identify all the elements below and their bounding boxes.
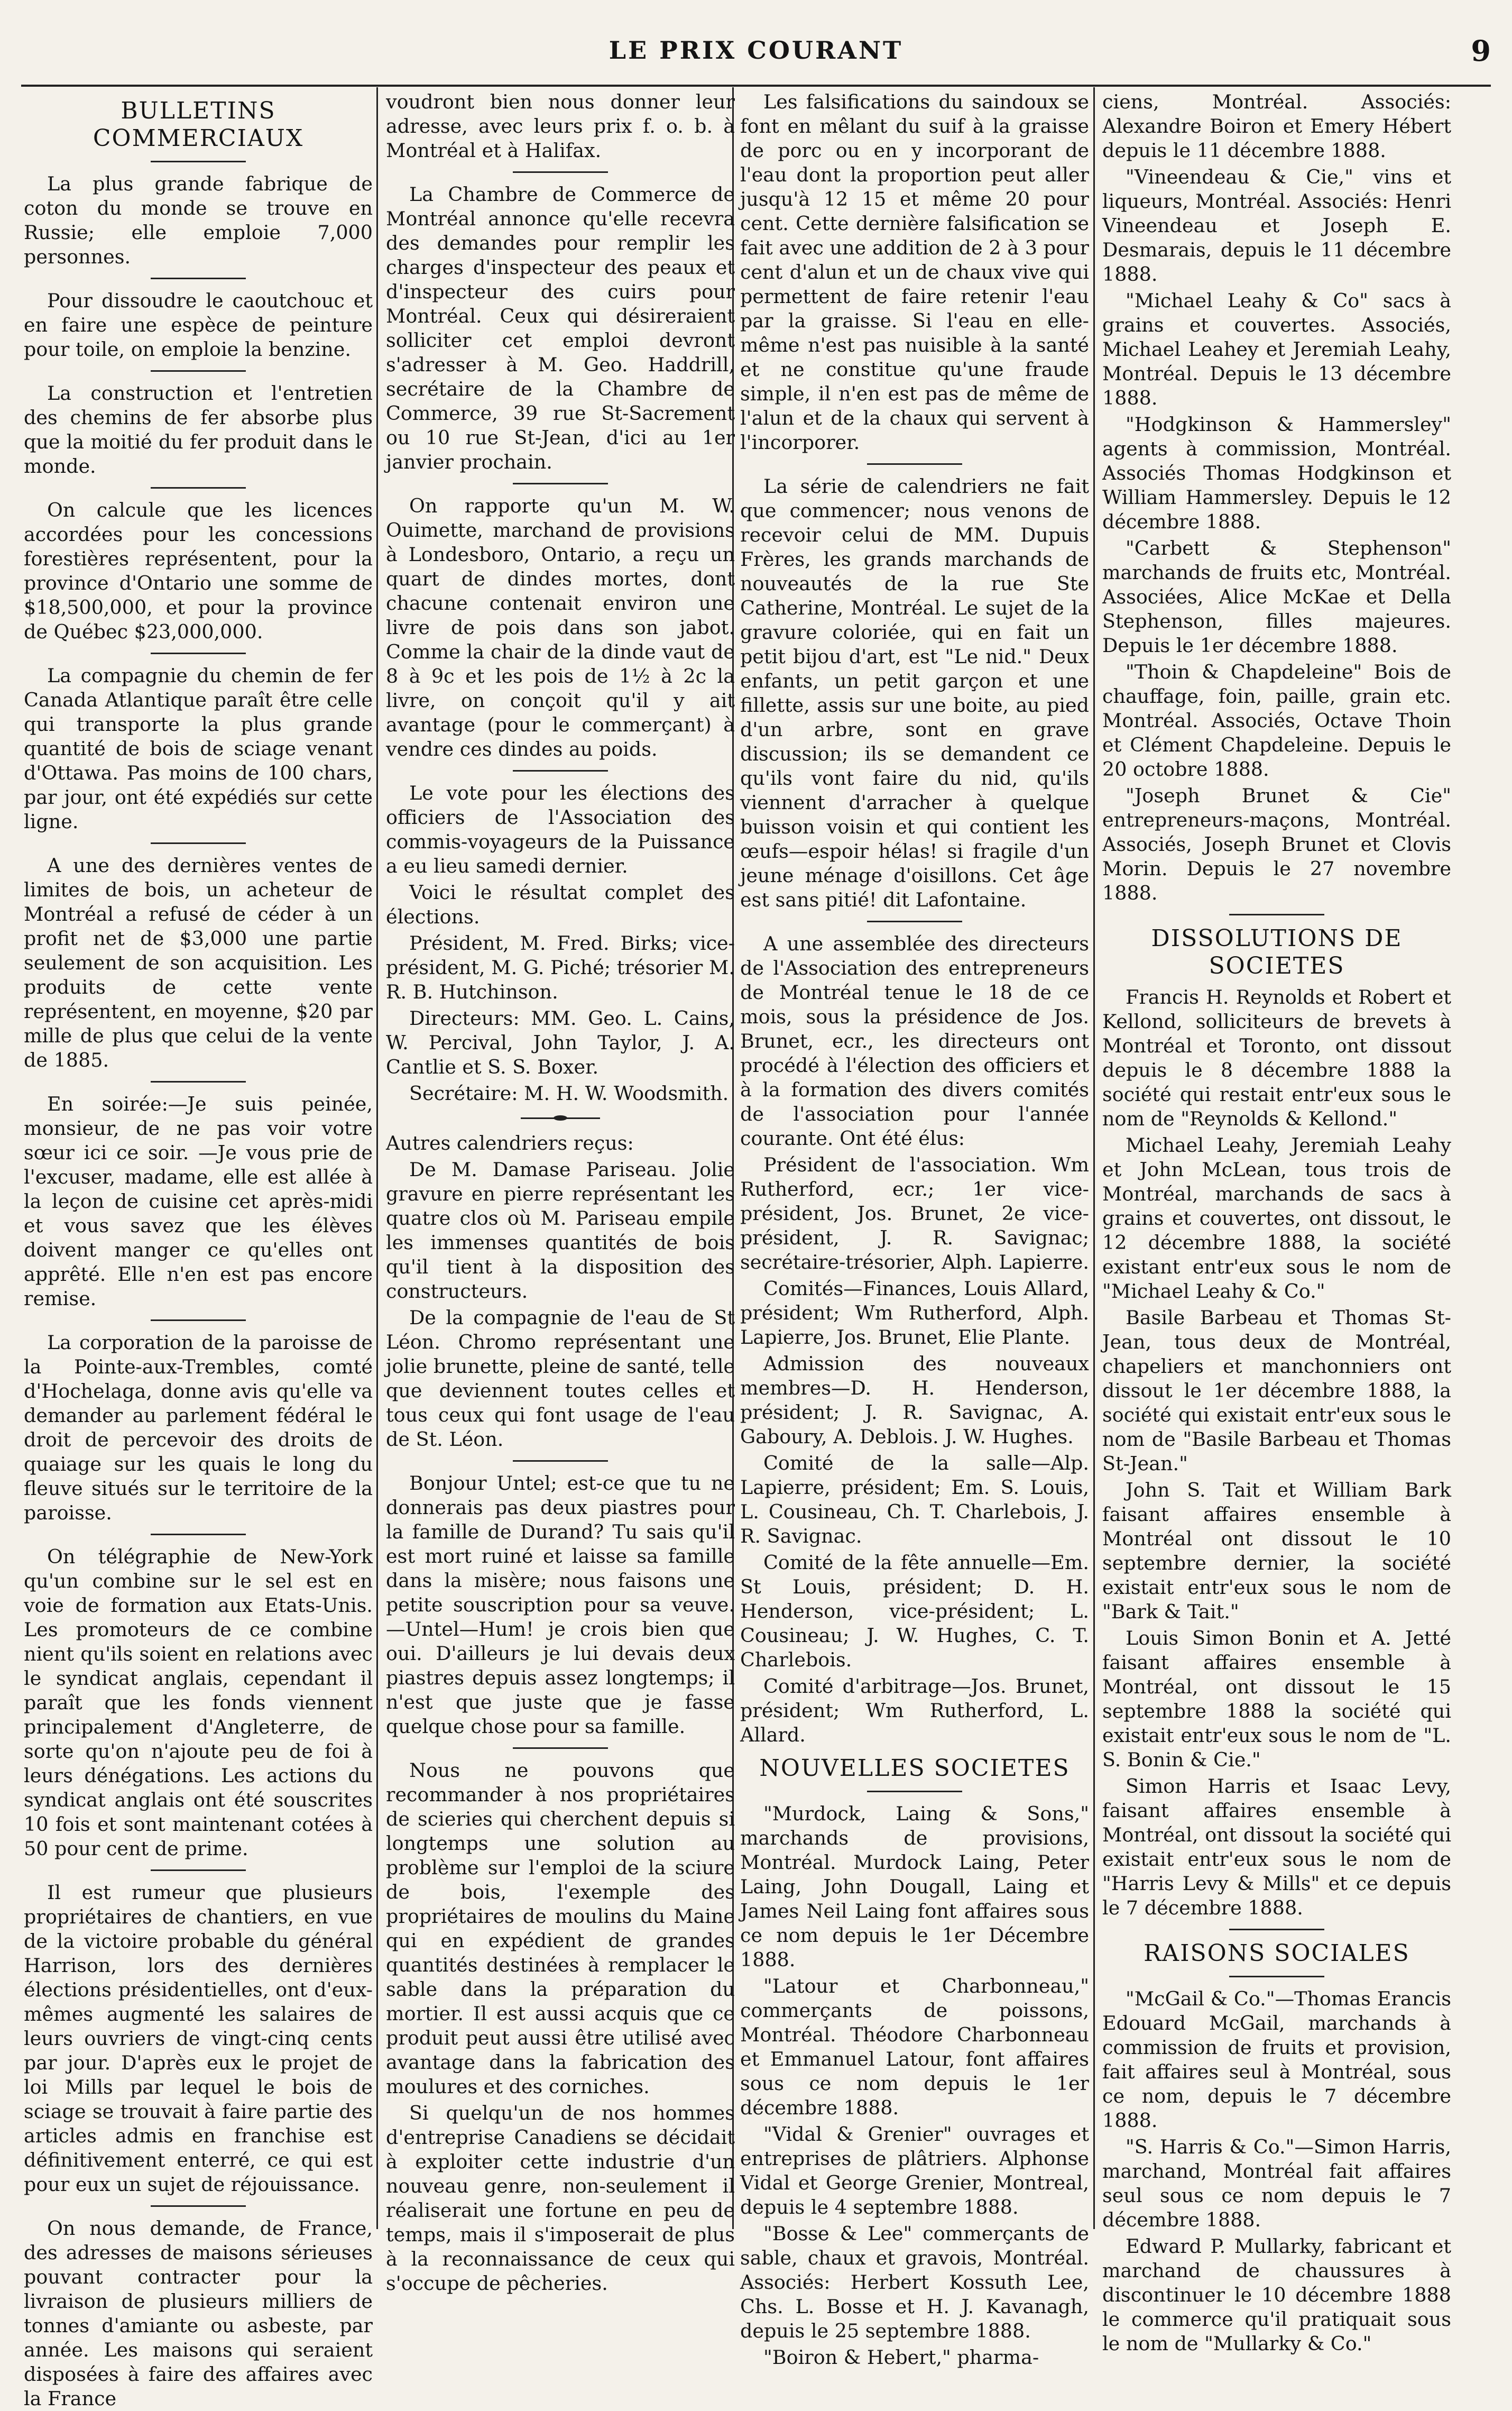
article-paragraph: La plus grande fabrique de coton du monde se trouve en Russie; elle emploie 7,000 personnes. xyxy=(24,172,373,268)
column-rule xyxy=(376,87,378,2229)
article-paragraph: "Carbett & Stephenson" marchands de fruits etc, Montréal. Associées, Alice McKae et Della Stephenson, filles majeures. Depuis le 1er décembre 1888. xyxy=(1102,537,1451,657)
column-1 xyxy=(24,90,373,2410)
article-paragraph: Admission des nouveaux membres—D. H. Henderson, président; J. R. Savignac, A. Gaboury, A. Deblois. J. W. Hughes. xyxy=(740,1352,1089,1448)
article-paragraph: ciens, Montréal. Associés: Alexandre Boiron et Emery Hébert depuis le 11 décembre 1888. xyxy=(1102,90,1451,162)
article-paragraph: "Hodgkinson & Hammersley" agents à commission, Montréal. Associés Thomas Hodgkinson et William Hammersley. Depuis le 12 décembre 1888. xyxy=(1102,413,1451,533)
separator xyxy=(151,161,246,162)
article-paragraph: "Murdock, Laing & Sons," marchands de provisions, Montréal. Murdock Laing, Peter Laing, John Dougall, Laing et James Neil Laing font affaires sous ce nom depuis le 1er Décembre 1888. xyxy=(740,1802,1089,1971)
separator xyxy=(151,1534,246,1535)
separator xyxy=(513,171,608,173)
masthead xyxy=(0,36,1512,68)
article-paragraph: La corporation de la paroisse de la Pointe-aux-Trembles, comté d'Hochelaga, donne avis qu'elle va demander au parlement fédéral le droit de percevoir des droits de quaiage sur les quais le long du fleuve situés sur le territoire de la paroisse. xyxy=(24,1331,373,1524)
column-3 xyxy=(740,90,1089,2369)
article-paragraph: Si quelqu'un de nos hommes d'entreprise Canadiens se décidait à exploiter cette industrie d'un nouveau genre, non-seulement il réaliserait une fortune en peu de temps, mais il s'imposerait de plus à la reconnaissance de ceux qui s'occupe de pêcheries. xyxy=(386,2102,735,2295)
article-paragraph: A une assemblée des directeurs de l'Association des entrepreneurs de Montréal tenue le 18 de ce mois, sous la présidence de Jos. Brunet, ecr., les directeurs ont procédé à l'élection des officiers et à la formation des divers comités de l'association pour l'année courante. Ont été élus: xyxy=(740,932,1089,1150)
article-paragraph: Comité d'arbitrage—Jos. Brunet, président; Wm Rutherford, L. Allard. xyxy=(740,1675,1089,1746)
article-paragraph: Louis Simon Bonin et A. Jetté faisant affaires ensemble à Montréal, ont dissout le 15 septembre 1888 la société qui existait entr'eux sous le nom de "L. S. Bonin & Cie." xyxy=(1102,1627,1451,1771)
article-paragraph: "S. Harris & Co."—Simon Harris, marchand, Montréal fait affaires seul sous ce nom depuis le 7 décembre 1888. xyxy=(1102,2135,1451,2231)
article-paragraph: La série de calendriers ne fait que commencer; nous venons de recevoir celui de MM. Dupuis Frères, les grands marchands de nouveautés de la rue Ste Catherine, Montréal. Le sujet de la gravure coloriée, qui en fait un petit bijou d'art, est "Le nid." Deux enfants, un petit garçon et une fillette, assis sur une boite, au pied d'un arbre, sont en grave discussion; ils se demandent ce qu'ils vont faire du nid, qu'ils viennent d'arracher à quelque buisson voisin et qui contient les œufs—espoir hélas! si fragile d'un jeune ménage d'oisillons. Cet âge est sans pitié! dit Lafontaine. xyxy=(740,475,1089,911)
article-paragraph: "Michael Leahy & Co" sacs à grains et couvertes. Associés, Michael Leahey et Jeremiah Leahy, Montréal. Depuis le 13 décembre 1888. xyxy=(1102,289,1451,409)
article-paragraph: On nous demande, de France, des adresses de maisons sérieuses pouvant contracter pour la livraison de plusieurs milliers de tonnes d'amiante ou asbeste, par année. Les maisons qui seraient disposées à faire des affaires avec la France xyxy=(24,2217,373,2410)
article-paragraph: "Vidal & Grenier" ouvrages et entreprises de plâtriers. Alphonse Vidal et George Grenier, Montreal, depuis le 4 septembre 1888. xyxy=(740,2123,1089,2219)
article-paragraph: Michael Leahy, Jeremiah Leahy et John McLean, tous trois de Montréal, marchands de sacs à grains et couvertes, ont dissout, le 12 décembre 1888, la société existant entr'eux sous le nom de "Michael Leahy & Co." xyxy=(1102,1134,1451,1303)
column-4 xyxy=(1102,90,1451,2355)
article-paragraph: Directeurs: MM. Geo. L. Cains, W. Percival, John Taylor, J. A. Cantlie et S. S. Boxer. xyxy=(386,1007,735,1078)
separator xyxy=(151,842,246,844)
article-paragraph: En soirée:—Je suis peinée, monsieur, de ne pas voir votre sœur ici ce soir. —Je vous prie de l'excuser, madame, elle est allée à la leçon de cuisine cet après-midi et vous savez que les élèves doivent manger ce qu'elles ont apprêté. Elle n'en est pas encore remise. xyxy=(24,1093,373,1310)
separator xyxy=(151,278,246,279)
separator xyxy=(151,1081,246,1083)
section-heading-raisons-sociales: RAISONS SOCIALES xyxy=(1144,1940,1410,1967)
article-paragraph: "Bosse & Lee" commerçants de sable, chaux et gravois, Montréal. Associés: Herbert Kossuth Lee, Chs. L. Bosse et H. J. Kavanagh, depuis le 25 septembre 1888. xyxy=(740,2222,1089,2342)
article-paragraph: Les falsifications du saindoux se font en mêlant du suif à la graisse de porc ou en y incorporant de l'eau dont la proportion peut aller jusqu'à 12 15 et même 20 pour cent. Cette dernière falsification se fait avec une addition de 2 à 3 pour cent d'alun et un de chaux vive qui permettent de faire retenir l'eau par la graisse. Si l'eau en elle-même n'est pas nuisible à la santé et ne constitue qu'une fraude simple, il n'en est pas de même de l'alun et de la chaux qui servent à l'incorporer. xyxy=(740,90,1089,454)
separator xyxy=(513,1460,608,1462)
article-paragraph: Nous ne pouvons que recommander à nos propriétaires de scieries qui cherchent depuis si longtemps une solution au problème sur l'emploi de la sciure de bois, l'exemple des propriétaires de moulins du Maine qui en expédient de grandes quantités destinées à remplacer le sable dans la préparation du mortier. Il est aussi acquis que ce produit peut aussi être utilisé avec avantage dans la fabrication des moulures et des corniches. xyxy=(386,1759,735,2098)
section-heading-nouvelles-societes: NOUVELLES SOCIETES xyxy=(759,1755,1070,1782)
separator xyxy=(151,653,246,654)
section-heading-bulletins: BULLETINS COMMERCIAUX xyxy=(93,97,304,152)
article-paragraph: "Vineendeau & Cie," vins et liqueurs, Montréal. Associés: Henri Vineendeau et Joseph E. Desmarais, depuis le 11 décembre 1888. xyxy=(1102,166,1451,286)
article-paragraph: "Joseph Brunet & Cie" entrepreneurs-maçons, Montréal. Associés, Joseph Brunet et Clovis Morin. Depuis le 27 novembre 1888. xyxy=(1102,784,1451,904)
article-paragraph: Pour dissoudre le caoutchouc et en faire une espèce de peinture pour toile, on emploie la benzine. xyxy=(24,289,373,361)
separator xyxy=(867,463,962,465)
article-paragraph: La compagnie du chemin de fer Canada Atlantique paraît être celle qui transporte la plus grande quantité de bois de sciage venant d'Ottawa. Pas moins de 100 chars, par jour, ont été expédiés sur cette ligne. xyxy=(24,664,373,833)
article-paragraph: Secrétaire: M. H. W. Woodsmith. xyxy=(409,1082,729,1105)
article-paragraph: Simon Harris et Isaac Levy, faisant affaires ensemble à Montréal, ont dissout la société qui existait entr'eux sous le nom de "Harris Levy & Mills" et ce depuis le 7 décembre 1888. xyxy=(1102,1775,1451,1919)
article-paragraph: Il est rumeur que plusieurs propriétaires de chantiers, en vue de la victoire probable du général Harrison, lors des dernières élections présidentielles, ont d'eux-mêmes augmenté les salaires de leurs ouvriers de vingt-cinq cents par jour. D'après eux le projet de loi Mills par lequel le bois de sciage se trouvait à faire partie des articles admis en franchise est définitivement enterré, ce qui est pour eux un sujet de réjouissance. xyxy=(24,1881,373,2196)
article-paragraph: Comités—Finances, Louis Allard, président; Wm Rutherford, Alph. Lapierre, Jos. Brunet, Elie Plante. xyxy=(740,1277,1089,1349)
article-paragraph: Edward P. Mullarky, fabricant et marchand de chaussures à discontinuer le 10 décembre 1888 le commerce qu'il pratiquait sous le nom de "Mullarky & Co." xyxy=(1102,2235,1451,2355)
section-heading-dissolutions: DISSOLUTIONS DE SOCIETES xyxy=(1151,925,1403,979)
separator xyxy=(151,487,246,489)
article-paragraph: "Latour et Charbonneau," commerçants de poissons, Montréal. Théodore Charbonneau et Emmanuel Latour, font affaires sous ce nom depuis le 1er décembre 1888. xyxy=(740,1975,1089,2119)
article-paragraph: La Chambre de Commerce de Montréal annonce qu'elle recevra des demandes pour remplir les charges d'inspecteur des peaux et d'inspecteur des cuirs pour Montréal. Ceux qui désireraient solliciter cet emploi devront s'adresser à M. Geo. Haddrill, secrétaire de la Chambre de Commerce, 39 rue St-Sacrement ou 10 rue St-Jean, d'ici au 1er janvier prochain. xyxy=(386,183,735,473)
article-paragraph: Voici le résultat complet des élections. xyxy=(386,881,735,928)
separator xyxy=(1229,1976,1324,1977)
separator xyxy=(513,1747,608,1749)
separator xyxy=(151,2205,246,2207)
article-paragraph: De la compagnie de l'eau de St Léon. Chromo représentant une jolie brunette, pleine de santé, telle que deviennent toutes celles et tous ceux qui font usage de l'eau de St. Léon. xyxy=(386,1306,735,1451)
column-rule xyxy=(1093,87,1095,2229)
article-paragraph: Francis H. Reynolds et Robert et Kellond, solliciteurs de brevets à Montréal et Toronto, ont dissout depuis le 8 décembre 1888 la société qui restait entr'eux sous le nom de "Reynolds & Kellond." xyxy=(1102,986,1451,1130)
article-paragraph: Comité de la fête annuelle—Em. St Louis, président; D. H. Henderson, vice-président; L. Cousineau; J. W. Hughes, C. T. Charlebois. xyxy=(740,1551,1089,1671)
article-paragraph: Le vote pour les élections des officiers de l'Association des commis-voyageurs de la Puissance a eu lieu samedi dernier. xyxy=(386,782,735,877)
separator xyxy=(513,483,608,484)
article-paragraph: La construction et l'entretien des chemins de fer absorbe plus que la moitié du fer produit dans le monde. xyxy=(24,382,373,478)
article-paragraph: On calcule que les licences accordées pour les concessions forestières représentent, pour la province d'Ontario une somme de $18,500,000, et pour la province de Québec $23,000,000. xyxy=(24,499,373,643)
article-paragraph: Autres calendriers reçus: xyxy=(386,1132,634,1154)
page-number: 9 xyxy=(1471,34,1491,68)
separator xyxy=(867,1791,962,1792)
article-paragraph: On rapporte qu'un M. W. Ouimette, marchand de provisions à Londesboro, Ontario, a reçu un quart de dindes mortes, dont chacune contenait environ une livre de pois dans son jabot. Comme la chair de la dinde vaut de 8 à 9c et les pois de 1½ à 2c la livre, on conçoit qu'il y ait avantage (pour le commerçant) à vendre ces dindes au poids. xyxy=(386,494,735,760)
separator xyxy=(151,1869,246,1871)
article-paragraph: voudront bien nous donner leur adresse, avec leurs prix f. o. b. à Montréal et à Halifax. xyxy=(386,90,735,162)
ornament-separator xyxy=(521,1115,600,1121)
article-paragraph: John S. Tait et William Bark faisant affaires ensemble à Montréal ont dissout le 10 septembre dernier, la société existait entr'eux sous le nom de "Bark & Tait." xyxy=(1102,1479,1451,1623)
article-paragraph: Comité de la salle—Alp. Lapierre, président; Em. S. Louis, L. Cousineau, Ch. T. Charlebois, J. R. Savignac. xyxy=(740,1452,1089,1547)
separator xyxy=(151,1319,246,1321)
column-2 xyxy=(386,90,735,2295)
separator xyxy=(1229,1929,1324,1930)
article-paragraph: "Thoin & Chapdeleine" Bois de chauffage, foin, paille, grain etc. Montréal. Associés, Octave Thoin et Clément Chapdeleine. Depuis le 20 octobre 1888. xyxy=(1102,661,1451,781)
separator xyxy=(151,370,246,372)
article-paragraph: A une des dernières ventes de limites de bois, un acheteur de Montréal a refusé de céder à un profit net de $3,000 une partie seulement de son acquisition. Les produits de cette vente représentent, en moyenne, $20 par mille de plus que celui de la vente de 1885. xyxy=(24,854,373,1071)
article-paragraph: "McGail & Co."—Thomas Erancis Edouard McGail, marchands à commission de fruits et provision, fait affaires seul à Montréal, sous ce nom, depuis le 7 décembre 1888. xyxy=(1102,1987,1451,2132)
article-paragraph: Basile Barbeau et Thomas St-Jean, tous deux de Montréal, chapeliers et manchonniers ont dissout le 1er décembre 1888, la société qui existait entr'eux sous le nom de "Basile Barbeau et Thomas St-Jean." xyxy=(1102,1306,1451,1475)
publication-title: LE PRIX COURANT xyxy=(609,36,903,65)
article-paragraph: Bonjour Untel; est-ce que tu ne donnerais pas deux piastres pour la famille de Durand? Tu sais qu'il est mort ruiné et laisse sa famille dans la misère; nous faisons une petite souscription pour sa veuve.—Untel—Hum! je crois bien que oui. D'ailleurs je lui devais deux piastres depuis assez longtemps; il n'est que juste que je fasse quelque chose pour sa famille. xyxy=(386,1472,735,1738)
separator xyxy=(513,770,608,772)
header-rule xyxy=(21,85,1491,87)
article-paragraph: Président, M. Fred. Birks; vice-président, M. G. Piché; trésorier M. R. B. Hutchinson. xyxy=(386,932,735,1003)
article-paragraph: Président de l'association. Wm Rutherford, ecr.; 1er vice-président, Jos. Brunet, 2e vice-président, J. R. Savignac; secrétaire-trésorier, Alph. Lapierre. xyxy=(740,1153,1089,1273)
separator xyxy=(867,921,962,922)
article-paragraph: "Boiron & Hebert," pharma- xyxy=(763,2346,1039,2369)
article-paragraph: On télégraphie de New-York qu'un combine sur le sel est en voie de formation aux Etats-Unis. Les promoteurs de ce combine nient qu'ils soient en relations avec le syndicat anglais, cependant il paraît que les fonds viennent principalement d'Angleterre, de sorte qu'on n'ajoute peu de foi à leurs dénégations. Les actions du syndicat anglais ont été souscrites 10 fois et sont maintenant cotées à 50 pour cent de prime. xyxy=(24,1545,373,1860)
separator xyxy=(1229,914,1324,915)
article-paragraph: De M. Damase Pariseau. Jolie gravure en pierre représentant les quatre clos où M. Pariseau empile les immenses quantités de bois qu'il tient à la disposition des constructeurs. xyxy=(386,1158,735,1303)
